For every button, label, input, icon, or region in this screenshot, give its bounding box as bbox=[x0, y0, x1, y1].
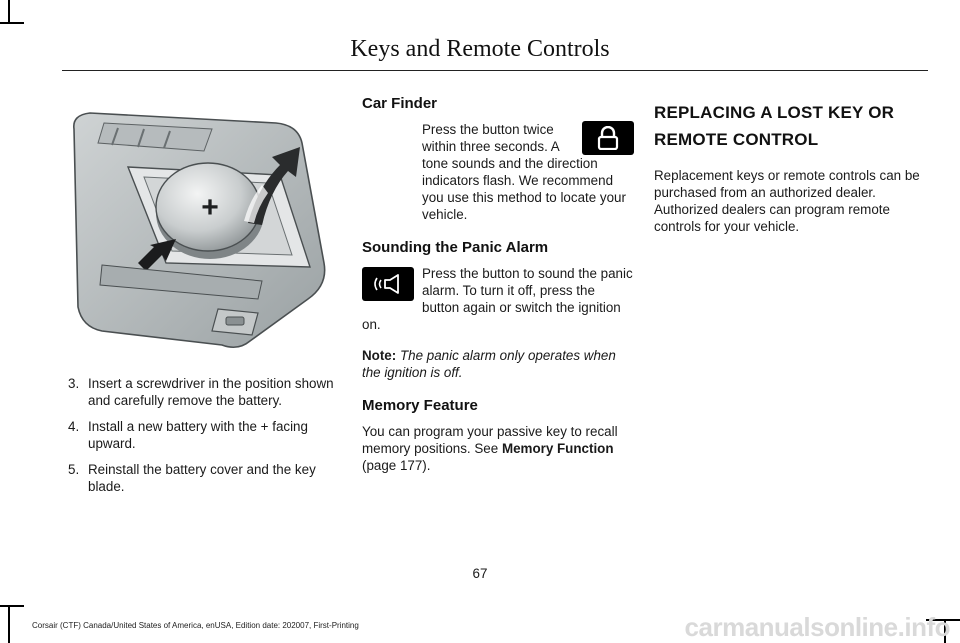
middle-column bbox=[362, 95, 634, 484]
right-column bbox=[654, 95, 930, 245]
note-text: The panic alarm only operates when the ignition is off. bbox=[362, 348, 616, 380]
header-rule bbox=[62, 70, 928, 71]
list-item: 4. Install a new battery with the + facing upward. bbox=[68, 419, 308, 451]
memory-feature-heading: Memory Feature bbox=[362, 397, 478, 414]
horn-icon bbox=[362, 267, 414, 301]
car-finder-heading: Car Finder bbox=[362, 95, 438, 112]
crop-mark-bottom-left-vertical bbox=[8, 605, 10, 643]
footer-edition-info: Corsair (CTF) Canada/United States of America, enUSA, Edition date: 202007, First-Printing bbox=[32, 621, 359, 630]
car-finder-text: Press the button twice within three seconds. A tone sounds and the direction indicators flash. We recommend you use this method to locate your vehicle. bbox=[422, 122, 626, 222]
list-item: 5. Reinstall the battery cover and the key blade. bbox=[68, 462, 316, 494]
crop-mark-top-left-vertical bbox=[8, 0, 10, 24]
page-header-title: Keys and Remote Controls bbox=[350, 36, 610, 62]
battery-plus-symbol: + bbox=[201, 191, 219, 224]
memory-feature-text: You can program your passive key to recall memory positions. See Memory Function (page 177). bbox=[362, 424, 618, 473]
panic-alarm-text: Press the button to sound the panic alarm. To turn it off, press the button again or switch the ignition on. bbox=[362, 266, 633, 332]
replacing-key-heading: REPLACING A LOST KEY OR REMOTE CONTROL bbox=[654, 103, 895, 149]
list-item: 3. Insert a screwdriver in the position shown and carefully remove the battery. bbox=[68, 376, 334, 408]
crop-mark-bottom-left-horizontal bbox=[0, 605, 24, 607]
memory-function-link[interactable]: Memory Function bbox=[501, 441, 614, 456]
panic-alarm-block bbox=[362, 265, 634, 343]
watermark: carmanualsonline.info bbox=[684, 612, 950, 642]
replacing-key-text: Replacement keys or remote controls can be purchased from an authorized dealer. Authorized dealers can program remote controls for your vehicle. bbox=[654, 168, 920, 234]
left-column bbox=[62, 95, 347, 504]
battery-steps-list bbox=[62, 375, 347, 495]
note-label: Note: bbox=[362, 348, 397, 363]
key-fob-drawing bbox=[62, 95, 327, 353]
lock-icon bbox=[582, 121, 634, 155]
key-fob-battery-illustration bbox=[62, 95, 327, 353]
page-number: 67 bbox=[472, 566, 488, 581]
car-finder-block bbox=[362, 121, 634, 223]
crop-mark-top-left-horizontal bbox=[0, 22, 24, 24]
panic-alarm-heading: Sounding the Panic Alarm bbox=[362, 239, 549, 256]
panic-note bbox=[362, 347, 634, 381]
